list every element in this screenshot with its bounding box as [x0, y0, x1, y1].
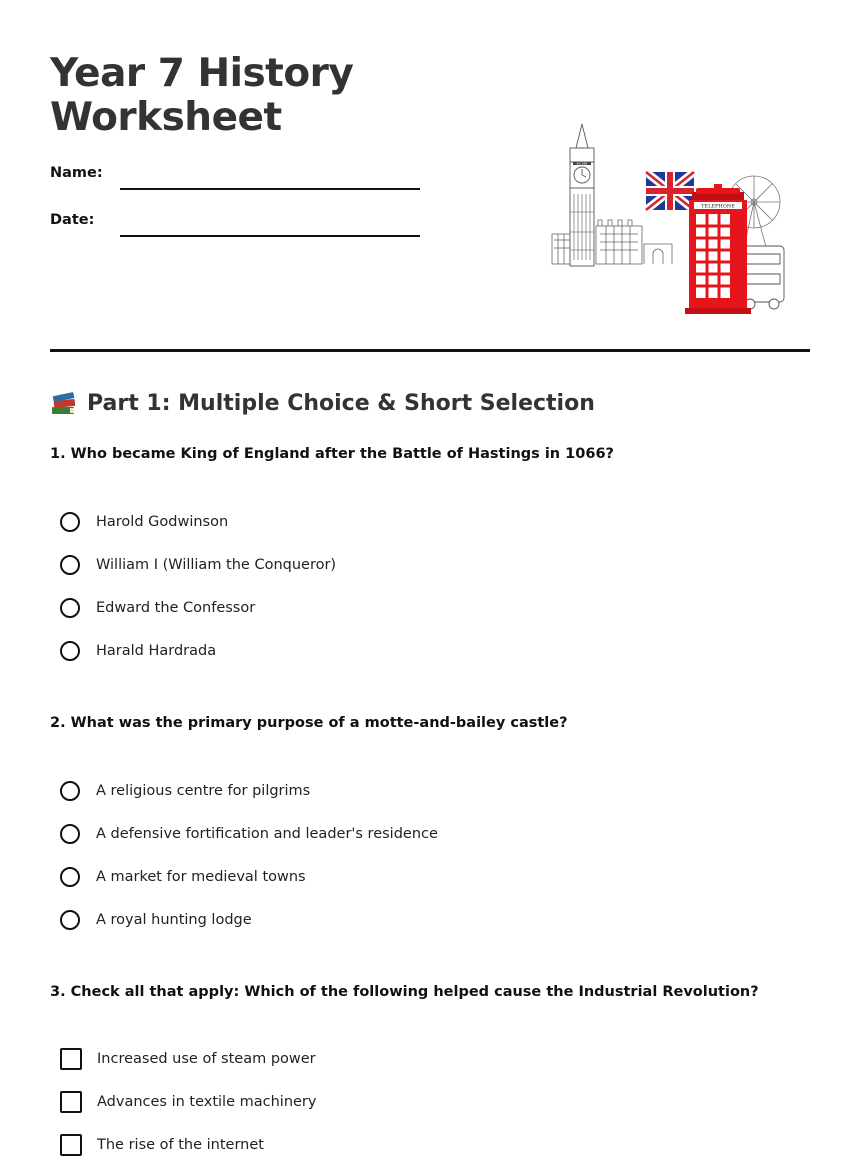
q3-option-1[interactable]: Increased use of steam power: [60, 1046, 316, 1072]
radio-button[interactable]: [60, 641, 80, 661]
telephone-sign: TELEPHONE: [701, 203, 735, 210]
books-icon: [50, 392, 78, 416]
checkbox[interactable]: [60, 1134, 82, 1156]
union-flag-icon: [646, 172, 694, 210]
radio-button[interactable]: [60, 781, 80, 801]
worksheet-title: [50, 52, 470, 140]
radio-button[interactable]: [60, 512, 80, 532]
q2-option-4[interactable]: A royal hunting lodge: [60, 907, 252, 933]
question-3: 3. Check all that apply: Which of the following helped cause the Industrial Revolution?: [50, 984, 759, 1000]
title-line-1: Year 7 History: [50, 51, 354, 96]
date-field[interactable]: [120, 217, 420, 237]
checkbox[interactable]: [60, 1091, 82, 1113]
q1-option-3[interactable]: Edward the Confessor: [60, 595, 255, 621]
radio-button[interactable]: [60, 867, 80, 887]
name-label: Name:: [50, 165, 103, 181]
q2-option-1[interactable]: A religious centre for pilgrims: [60, 778, 310, 804]
part1-heading: [50, 388, 595, 420]
question-1: 1. Who became King of England after the Battle of Hastings in 1066?: [50, 446, 614, 462]
q2-option-3[interactable]: A market for medieval towns: [60, 864, 306, 890]
checkbox[interactable]: [60, 1048, 82, 1070]
q1-option-1[interactable]: Harold Godwinson: [60, 509, 228, 535]
title-line-2: Worksheet: [50, 95, 282, 140]
q1-option-4[interactable]: Harald Hardrada: [60, 638, 216, 664]
date-label: Date:: [50, 212, 95, 228]
radio-button[interactable]: [60, 598, 80, 618]
radio-button[interactable]: [60, 555, 80, 575]
q1-option-2[interactable]: William I (William the Conqueror): [60, 552, 336, 578]
london-illustration: [548, 122, 788, 314]
clock-tower-icon: [570, 124, 594, 266]
name-field[interactable]: [120, 170, 420, 190]
radio-button[interactable]: [60, 824, 80, 844]
header-divider: [50, 349, 810, 352]
q3-option-3[interactable]: The rise of the internet: [60, 1132, 264, 1158]
telephone-box-icon: [685, 184, 751, 314]
q3-option-2[interactable]: Advances in textile machinery: [60, 1089, 316, 1115]
clock-tower-sign: BIG BEN: [576, 162, 588, 166]
question-2: 2. What was the primary purpose of a motte-and-bailey castle?: [50, 715, 568, 731]
radio-button[interactable]: [60, 910, 80, 930]
q2-option-2[interactable]: A defensive fortification and leader's residence: [60, 821, 438, 847]
part1-title: Part 1: Multiple Choice & Short Selection: [87, 391, 595, 416]
